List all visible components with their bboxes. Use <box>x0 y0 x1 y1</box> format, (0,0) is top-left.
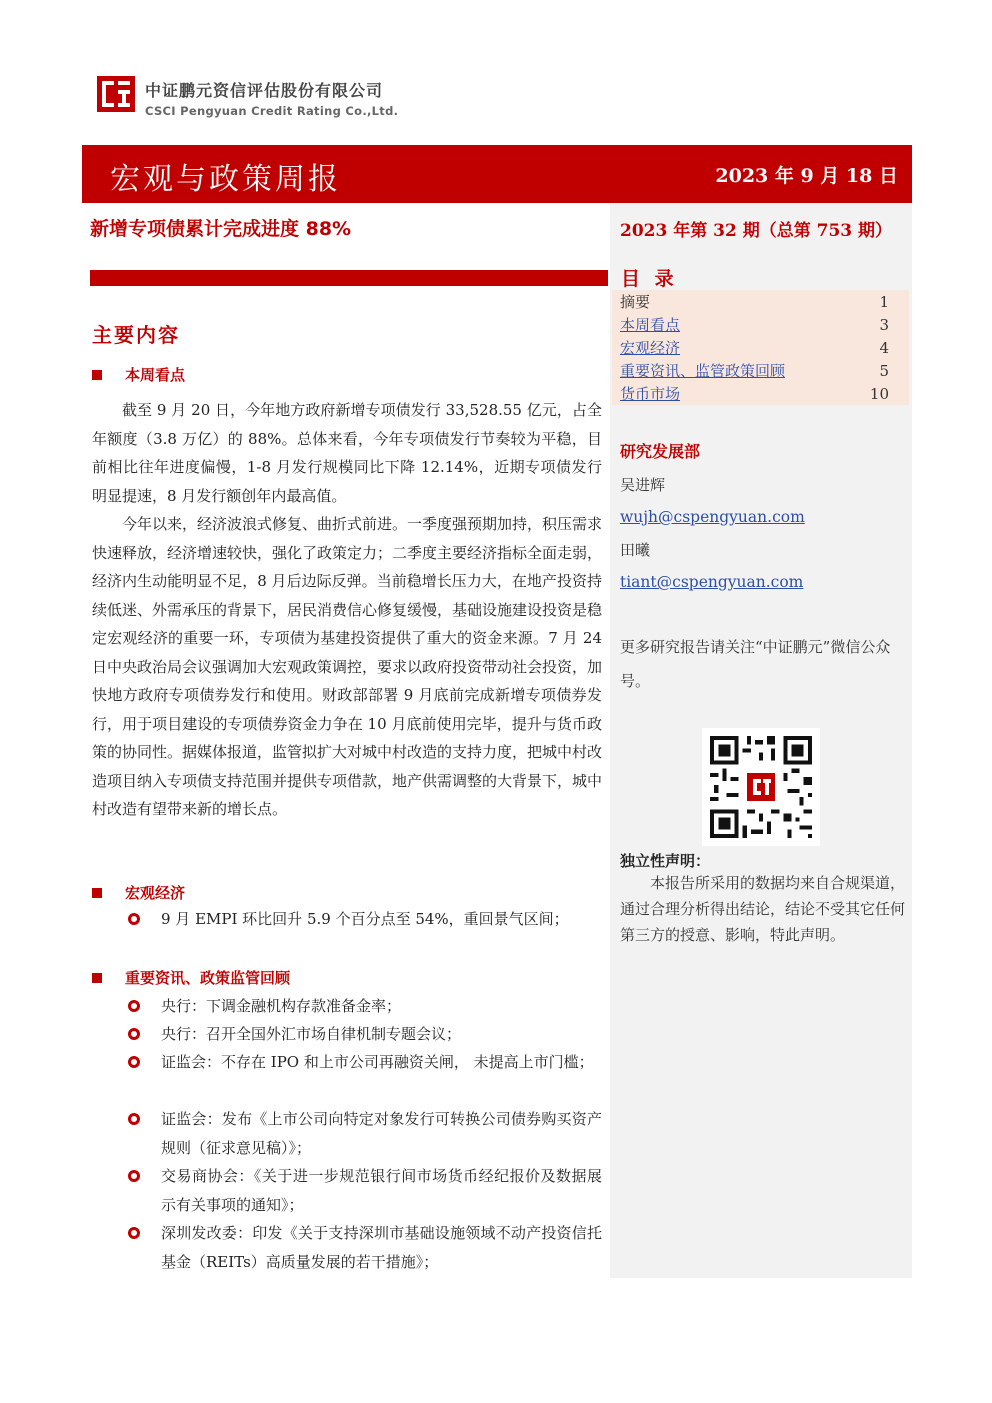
report-subtitle: 新增专项债累计完成进度 88% <box>90 218 352 240</box>
section-title: 重要资讯、政策监管回顾 <box>125 969 291 987</box>
author-name: 吴进辉 <box>620 476 666 494</box>
list-item-text: 深圳发改委：印发《关于支持深圳市基础设施领域不动产投资信托基金（REITs）高质量发展的若干措施》； <box>161 1224 602 1271</box>
department-name: 研究发展部 <box>620 442 701 461</box>
list-item <box>128 992 602 1021</box>
toc-title: 目 录 <box>621 268 678 290</box>
square-bullet-icon <box>92 888 102 898</box>
list-item-text: 央行：召开全国外汇市场自律机制专题会议； <box>161 1025 462 1043</box>
list-item <box>128 905 602 934</box>
toc-item-label[interactable]: 货币市场 <box>620 385 681 403</box>
toc-item-label[interactable]: 本周看点 <box>620 316 681 334</box>
ring-bullet-icon <box>128 1028 140 1040</box>
toc-item-macro[interactable] <box>612 336 909 359</box>
list-item-text: 9 月 EMPI 环比回升 5.9 个百分点至 54%，重回景气区间； <box>161 910 569 928</box>
list-item-text: 交易商协会：《关于进一步规范银行间市场货币经纪报价及数据展示有关事项的通知》； <box>161 1167 602 1214</box>
toc-item-summary[interactable] <box>612 290 909 313</box>
list-item <box>128 1219 602 1276</box>
author-name: 田曦 <box>620 541 651 559</box>
toc-item-page: 5 <box>879 361 889 380</box>
author-email-link[interactable]: tiant@cspengyuan.com <box>620 573 804 591</box>
toc-item-label: 摘要 <box>620 293 651 311</box>
toc-item-page: 3 <box>879 315 889 334</box>
toc-item-label[interactable]: 宏观经济 <box>620 339 681 357</box>
qr-code-icon <box>702 728 820 846</box>
list-item <box>128 1020 602 1049</box>
paragraph: 今年以来，经济波浪式修复、曲折式前进。一季度强预期加持，积压需求快速释放，经济增速较快，强化了政策定力；二季度主要经济指标全面走弱，经济内生动能明显不足，8 月后边际反弹。当前稳增长压力大，在地产投资持续低迷、外需承压的背景下，居民消费信心修复缓慢，基础设施建设投资是稳定宏观经济的重要一环，专项债为基建投资提供了重大的资金来源。7 月 24 日中央政治局会议强调加大宏观政策调控，要求以政府投资带动社会投资，加快地方政府专项债券发行和使用。财政部部署 9 月底前完成新增专项债券发行，用于项目建设的专项债券资金力争在 10 月底前使用完毕，提升与货币政策的协同性。据媒体报道，监管拟扩大对城中村改造的支持力度，把城中村改造项目纳入专项债支持范围并提供专项借款，地产供需调整的大背景下，城中村改造有望带来新的增长点。 <box>92 515 603 818</box>
list-item <box>128 1048 602 1077</box>
table-of-contents <box>612 290 909 405</box>
report-banner <box>82 145 912 203</box>
author-email-link[interactable]: wujh@cspengyuan.com <box>620 508 805 526</box>
toc-item-news[interactable] <box>612 359 909 382</box>
report-date: 2023 年 9 月 18 日 <box>715 165 898 187</box>
section-title: 宏观经济 <box>125 884 186 902</box>
wechat-note: 更多研究报告请关注“中证鹏元”微信公众号。 <box>620 638 891 690</box>
divider-bar <box>90 270 608 286</box>
section-highlights <box>92 364 185 385</box>
independence-title: 独立性声明： <box>620 852 711 870</box>
ring-bullet-icon <box>128 1227 140 1239</box>
toc-item-page: 1 <box>879 292 889 311</box>
ring-bullet-icon <box>128 913 140 925</box>
ring-bullet-icon <box>128 1000 140 1012</box>
toc-item-page: 4 <box>879 338 889 357</box>
company-name <box>145 78 398 118</box>
list-item-text: 证监会：不存在 IPO 和上市公司再融资关闸， 未提高上市门槛； <box>161 1053 594 1071</box>
square-bullet-icon <box>92 370 102 380</box>
square-bullet-icon <box>92 973 102 983</box>
ring-bullet-icon <box>128 1056 140 1068</box>
list-item-text: 央行：下调金融机构存款准备金率； <box>161 997 402 1015</box>
main-heading: 主要内容 <box>92 323 180 347</box>
toc-item-page: 10 <box>869 384 889 403</box>
section-title: 本周看点 <box>125 366 186 384</box>
issue-number: 2023 年第 32 期（总第 753 期） <box>620 221 893 241</box>
toc-item-label[interactable]: 重要资讯、监管政策回顾 <box>620 362 786 380</box>
ring-bullet-icon <box>128 1170 140 1182</box>
company-name-en: CSCI Pengyuan Credit Rating Co.,Ltd. <box>145 104 399 118</box>
ring-bullet-icon <box>128 1113 140 1125</box>
report-title: 宏观与政策周报 <box>110 162 341 197</box>
list-item <box>128 1105 602 1162</box>
section-news <box>92 967 290 988</box>
section-macro <box>92 882 185 903</box>
company-name-cn: 中证鹏元资信评估股份有限公司 <box>145 81 384 100</box>
independence-statement: 本报告所采用的数据均来自合规渠道，通过合理分析得出结论，结论不受其它任何第三方的授意、影响，特此声明。 <box>620 874 906 944</box>
list-item-text: 证监会：发布《上市公司向特定对象发行可转换公司债券购买资产规则（征求意见稿）》； <box>161 1110 602 1157</box>
list-item <box>128 1162 602 1219</box>
zhengpeng-logo-icon <box>97 76 135 112</box>
toc-item-highlights[interactable] <box>612 313 909 336</box>
paragraph: 截至 9 月 20 日，今年地方政府新增专项债发行 33,528.55 亿元，占全年额度（3.8 万亿）的 88%。总体来看，今年专项债发行节奏较为平稳，目前相比往年进度偏慢，1-8 月发行规模同比下降 12.14%，近期专项债发行明显提速，8 月发行额创年内最高值。 <box>92 401 602 505</box>
toc-item-money-market[interactable] <box>612 382 909 405</box>
